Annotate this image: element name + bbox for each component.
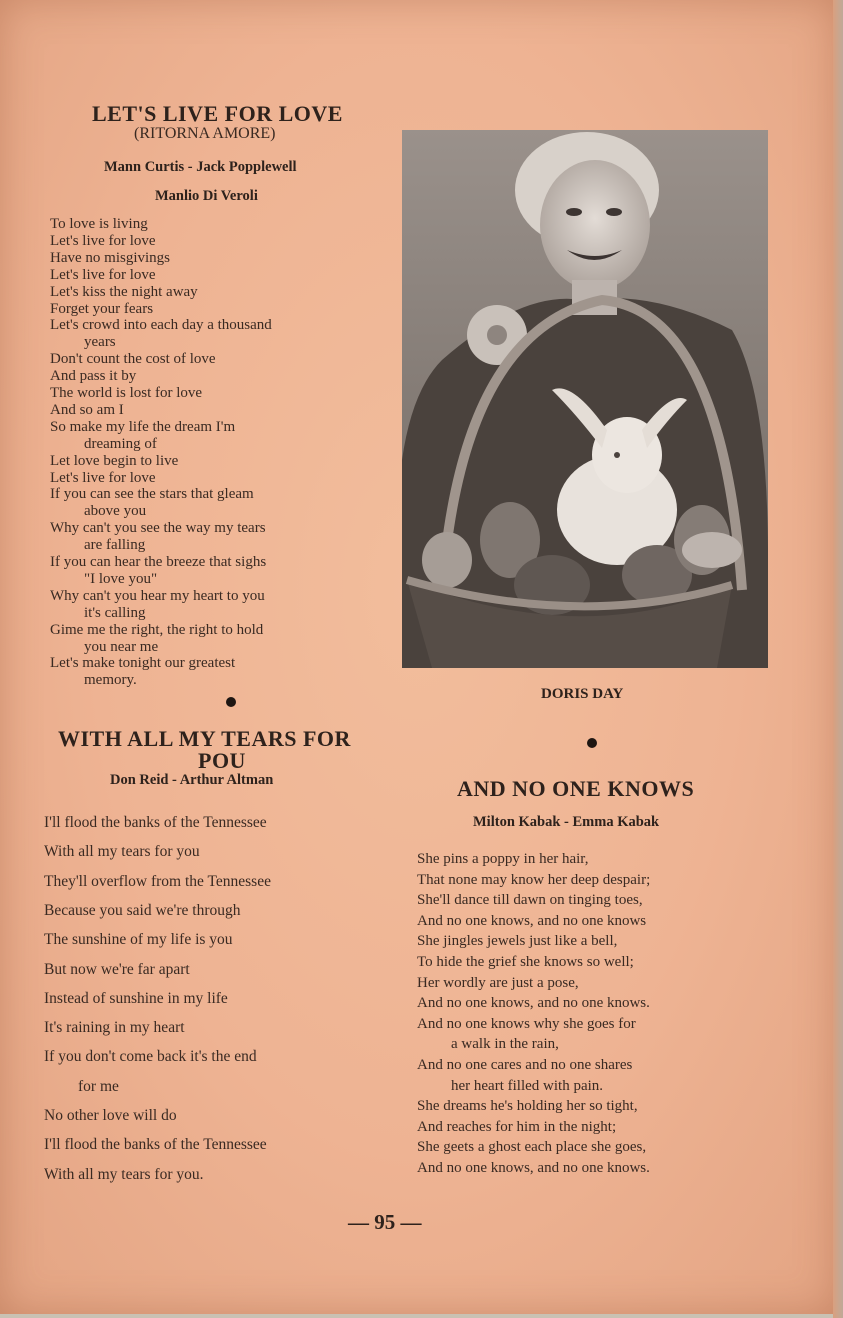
song1-credits-2: Manlio Di Veroli [155, 188, 258, 204]
lyric-line: She jingles jewels just like a bell, [417, 933, 618, 950]
lyric-line: I'll flood the banks of the Tennessee [44, 1136, 267, 1154]
lyric-line: And no one knows, and no one knows. [417, 1160, 650, 1176]
lyric-line: Let's live for love [50, 232, 156, 249]
lyric-line: I'll flood the banks of the Tennessee [44, 814, 267, 831]
lyric-line: It's raining in my heart [44, 1019, 185, 1037]
lyric-line: And pass it by [50, 368, 137, 385]
lyric-line: Let love begin to live [50, 452, 179, 469]
page-edge [833, 0, 843, 1318]
lyric-line: Let's crowd into each day a thousand [50, 317, 272, 334]
lyric-line: are falling [84, 537, 146, 554]
lyric-line: Because you said we're through [44, 901, 241, 919]
lyric-line: With all my tears for you [44, 843, 200, 861]
lyric-line: years [84, 334, 116, 351]
lyric-line: Forget your fears [50, 300, 154, 317]
song2-title-line2: POU [198, 748, 246, 773]
lyric-line: above you [84, 503, 147, 520]
lyric-line: And no one cares and no one shares [417, 1057, 633, 1073]
lyric-line: dreaming of [84, 435, 157, 452]
lyric-line: Her wordly are just a pose, [417, 974, 579, 991]
lyric-line: Let's live for love [50, 469, 156, 486]
lyric-line: Let's kiss the night away [50, 283, 198, 300]
lyric-line: Don't count the cost of love [50, 351, 216, 368]
lyric-line: To love is living [50, 216, 148, 232]
song1-credits: Mann Curtis - Jack Popplewell [104, 159, 297, 175]
lyric-line: She dreams he's holding her so tight, [417, 1098, 638, 1115]
lyric-line: for me [78, 1077, 119, 1095]
song2-credits: Don Reid - Arthur Altman [110, 772, 274, 788]
page-number: — 95 — [348, 1210, 422, 1234]
lyric-line: So make my life the dream I'm [50, 418, 236, 435]
lyric-line: And so am I [50, 401, 124, 418]
lyric-line: you near me [84, 638, 159, 655]
doris-day-photo [402, 130, 768, 668]
lyric-line: Instead of sunshine in my life [44, 989, 228, 1007]
lyric-line: "I love you" [84, 570, 158, 587]
lyric-line: She'll dance till dawn on tinging toes, [417, 892, 643, 909]
lyric-line: If you can see the stars that gleam [50, 486, 254, 503]
lyric-line: They'll overflow from the Tennessee [44, 872, 271, 890]
lyric-line: her heart filled with pain. [451, 1077, 604, 1094]
song3-credits: Milton Kabak - Emma Kabak [473, 814, 660, 830]
lyric-line: And reaches for him in the night; [417, 1118, 617, 1135]
lyric-line: And no one knows why she goes for [417, 1015, 636, 1032]
lyric-line: a walk in the rain, [451, 1036, 559, 1053]
song3-title: AND NO ONE KNOWS [457, 776, 695, 801]
lyric-line: She geets a ghost each place she goes, [417, 1139, 647, 1156]
song1-subtitle: (RITORNA AMORE) [134, 125, 276, 142]
lyric-line: Why can't you hear my heart to you [50, 587, 265, 604]
lyric-line: Have no misgivings [50, 249, 170, 266]
lyric-line: Let's live for love [50, 266, 156, 283]
song1-title: LET'S LIVE FOR LOVE [92, 101, 343, 126]
lyric-line: The world is lost for love [50, 385, 203, 401]
lyric-line: If you can hear the breeze that sighs [50, 554, 267, 570]
lyric-line: Gime me the right, the right to hold [50, 621, 264, 638]
photo-caption: DORIS DAY [541, 686, 624, 702]
lyric-line: memory. [84, 672, 137, 689]
section-bullet-2 [587, 738, 597, 748]
lyric-line: That none may know her deep despair; [417, 871, 651, 888]
lyric-line: To hide the grief she knows so well; [417, 954, 634, 970]
lyric-line: And no one knows, and no one knows. [417, 995, 650, 1012]
lyric-line: If you don't come back it's the end [44, 1048, 257, 1066]
lyric-line: No other love will do [44, 1107, 177, 1124]
lyric-line: With all my tears for you. [44, 1165, 204, 1183]
lyric-line: Let's make tonight our greatest [50, 655, 236, 672]
lyric-line: The sunshine of my life is you [44, 931, 233, 949]
section-bullet-1 [226, 697, 236, 707]
lyric-line: And no one knows, and no one knows [417, 912, 647, 929]
lyric-line: But now we're far apart [44, 960, 190, 978]
lyric-line: Why can't you see the way my tears [50, 520, 266, 537]
song2-title-line1: WITH ALL MY TEARS FOR [58, 726, 351, 751]
lyric-line: She pins a poppy in her hair, [417, 851, 589, 867]
lyric-line: it's calling [84, 604, 146, 621]
